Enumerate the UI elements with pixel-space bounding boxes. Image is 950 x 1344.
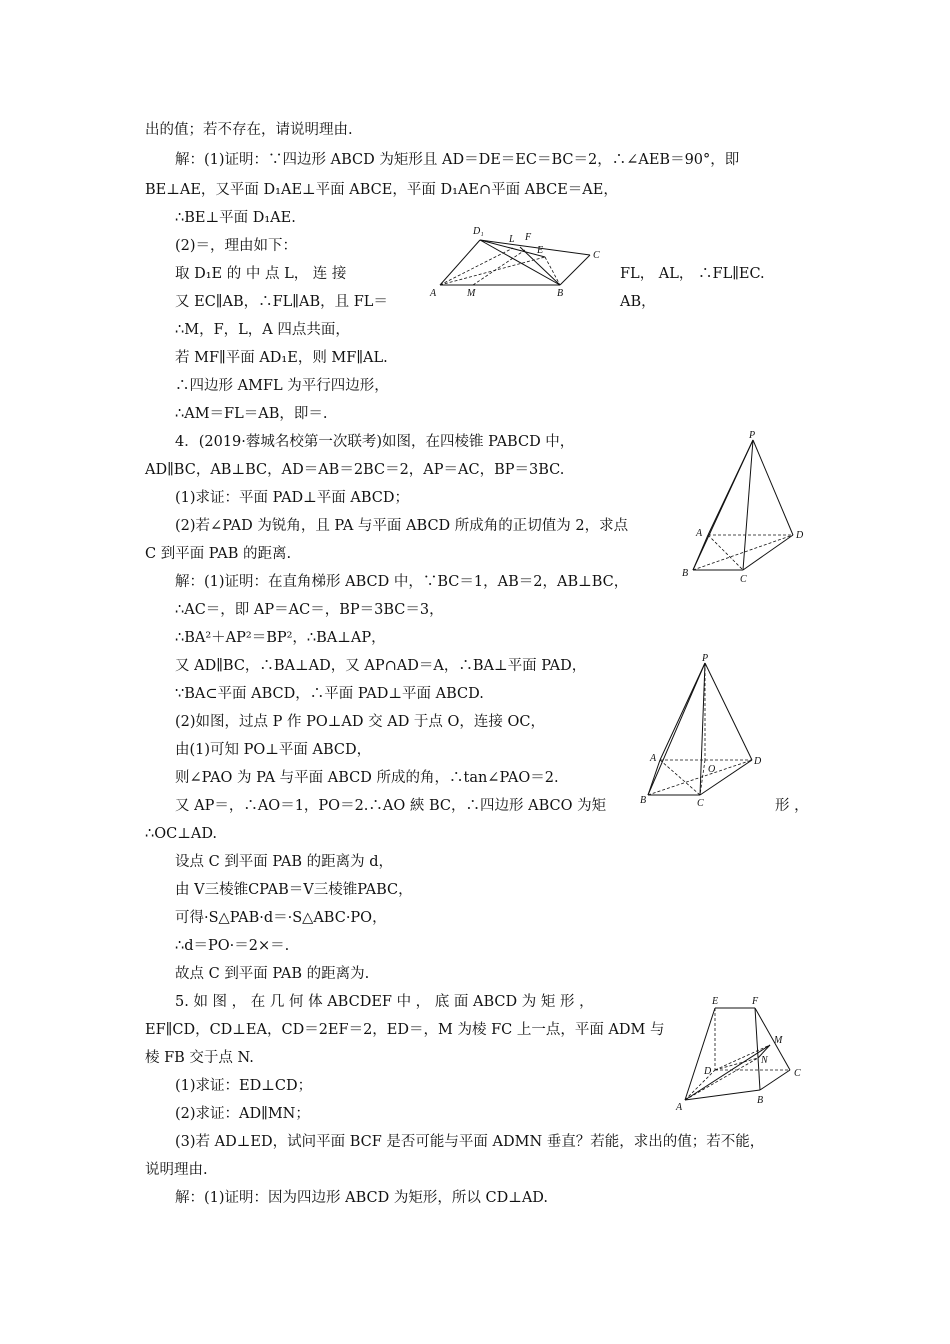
figure-pyramid-1 [678, 430, 828, 590]
text-line: (3)若 AD⊥ED，试问平面 BCF 是否可能与平面 ADMN 垂直？若能，求出的值；若不能， [175, 1134, 765, 1150]
text-line: FL， AL， ∴FL∥EC. [620, 266, 765, 282]
label-P: P [749, 430, 756, 441]
text-line: 出的值；若不存在，请说明理由. [145, 122, 353, 138]
label-A: A [650, 753, 657, 764]
text-line: (2)如图，过点 P 作 PO⊥AD 交 AD 于点 O，连接 OC， [175, 714, 546, 730]
text-line: EF∥CD，CD⊥EA，CD＝2EF＝2，ED＝，M 为棱 FC 上一点，平面 ADM 与 [145, 1022, 665, 1038]
label-E: E [712, 996, 719, 1007]
text-line: 取 D₁E 的 中 点 L， 连 接 [175, 266, 347, 282]
text-line: 故点 C 到平面 PAB 的距离为. [175, 966, 370, 982]
label-P: P [702, 653, 709, 664]
label-M: M [774, 1035, 783, 1046]
label-M: M [467, 288, 476, 299]
label-C: C [593, 250, 600, 261]
text-line: AB， [620, 294, 656, 310]
label-D1: D₁ [473, 226, 484, 237]
text-line: ∴四边形 AMFL 为平行四边形， [175, 378, 389, 394]
text-line: BE⊥AE，又平面 D₁AE⊥平面 ABCE，平面 D₁AE∩平面 ABCE＝AE， [145, 182, 618, 198]
text-line: (2)若∠PAD 为锐角，且 PA 与平面 ABCD 所成角的正切值为 2，求点 [175, 518, 629, 534]
figure-polyhedron-abcdef [670, 990, 820, 1120]
label-D: D [704, 1066, 712, 1077]
text-line: 棱 FB 交于点 N. [145, 1050, 254, 1066]
label-F: F [752, 996, 759, 1007]
text-line: 形 ， [775, 798, 809, 814]
label-D: D [796, 530, 804, 541]
text-line: ∵BA⊂平面 ABCD，∴平面 PAD⊥平面 ABCD. [175, 686, 484, 702]
text-line: 解：(1)证明：在直角梯形 ABCD 中，∵BC＝1，AB＝2，AB⊥BC， [175, 574, 629, 590]
text-line: 若 MF∥平面 AD₁E，则 MF∥AL. [175, 350, 388, 366]
text-line: 又 AD∥BC，∴BA⊥AD，又 AP∩AD＝A，∴BA⊥平面 PAD， [175, 658, 587, 674]
text-line: ∴AC＝，即 AP＝AC＝，BP＝3BC＝3， [175, 602, 444, 618]
label-D: D [754, 756, 762, 767]
label-B: B [640, 795, 647, 806]
text-line: 由 V三棱锥CPAB＝V三棱锥PABC， [175, 882, 413, 898]
text-line: (1)求证：ED⊥CD； [175, 1078, 313, 1094]
text-line: AD∥BC，AB⊥BC，AD＝AB＝2BC＝2，AP＝AC，BP＝3BC. [145, 462, 565, 478]
text-line: 解：(1)证明：因为四边形 ABCD 为矩形，所以 CD⊥AD. [175, 1190, 549, 1206]
text-line: (2)求证：AD∥MN； [175, 1106, 310, 1122]
text-line: ∴BE⊥平面 D₁AE. [175, 210, 296, 226]
text-line: (2)＝，理由如下： [175, 238, 298, 254]
text-line: ∴d＝PO·＝2×＝. [175, 938, 290, 954]
label-A: A [430, 288, 437, 299]
label-E: E [537, 245, 544, 256]
text-line: 可得·S△PAB·d＝·S△ABC·PO， [175, 910, 387, 926]
label-N: N [761, 1055, 768, 1066]
text-line: 又 EC∥AB，∴FL∥AB，且 FL＝ [175, 294, 388, 310]
label-C: C [740, 574, 747, 585]
figure-pyramid-2 [640, 655, 770, 810]
label-B: B [682, 568, 689, 579]
label-C: C [794, 1068, 801, 1079]
label-B: B [557, 288, 564, 299]
label-B: B [757, 1095, 764, 1106]
label-C: C [697, 798, 704, 809]
figure-folded-rectangle [425, 210, 605, 300]
text-line: (1)求证：平面 PAD⊥平面 ABCD； [175, 490, 410, 506]
text-line: 5. 如 图 ， 在 几 何 体 ABCDEF 中 ， 底 面 ABCD 为 矩 形 ， [175, 994, 594, 1010]
label-L: L [509, 234, 515, 245]
text-line: 说明理由. [145, 1162, 208, 1178]
text-line: ∴M，F，L，A 四点共面， [175, 322, 350, 338]
label-A: A [696, 528, 703, 539]
text-line: 设点 C 到平面 PAB 的距离为 d， [175, 854, 393, 870]
text-line: 由(1)可知 PO⊥平面 ABCD， [175, 742, 372, 758]
text-line: C 到平面 PAB 的距离. [145, 546, 292, 562]
text-line: 解：(1)证明：∵四边形 ABCD 为矩形且 AD＝DE＝EC＝BC＝2，∴∠AEB＝90°，即 [175, 152, 740, 168]
text-line: ∴AM＝FL＝AB，即＝. [175, 406, 328, 422]
text-line: 则∠PAO 为 PA 与平面 ABCD 所成的角，∴tan∠PAO＝2. [175, 770, 559, 786]
label-A: A [676, 1102, 683, 1113]
text-line: 4．(2019·蓉城名校第一次联考)如图，在四棱锥 PABCD 中， [175, 434, 575, 450]
text-line: 又 AP＝，∴AO＝1，PO＝2.∴AO 綊 BC，∴四边形 ABCO 为矩 [175, 798, 607, 814]
label-O: O [708, 764, 716, 775]
text-line: ∴BA²＋AP²＝BP²，∴BA⊥AP， [175, 630, 386, 646]
label-F: F [525, 232, 532, 243]
text-line: ∴OC⊥AD. [145, 826, 218, 842]
